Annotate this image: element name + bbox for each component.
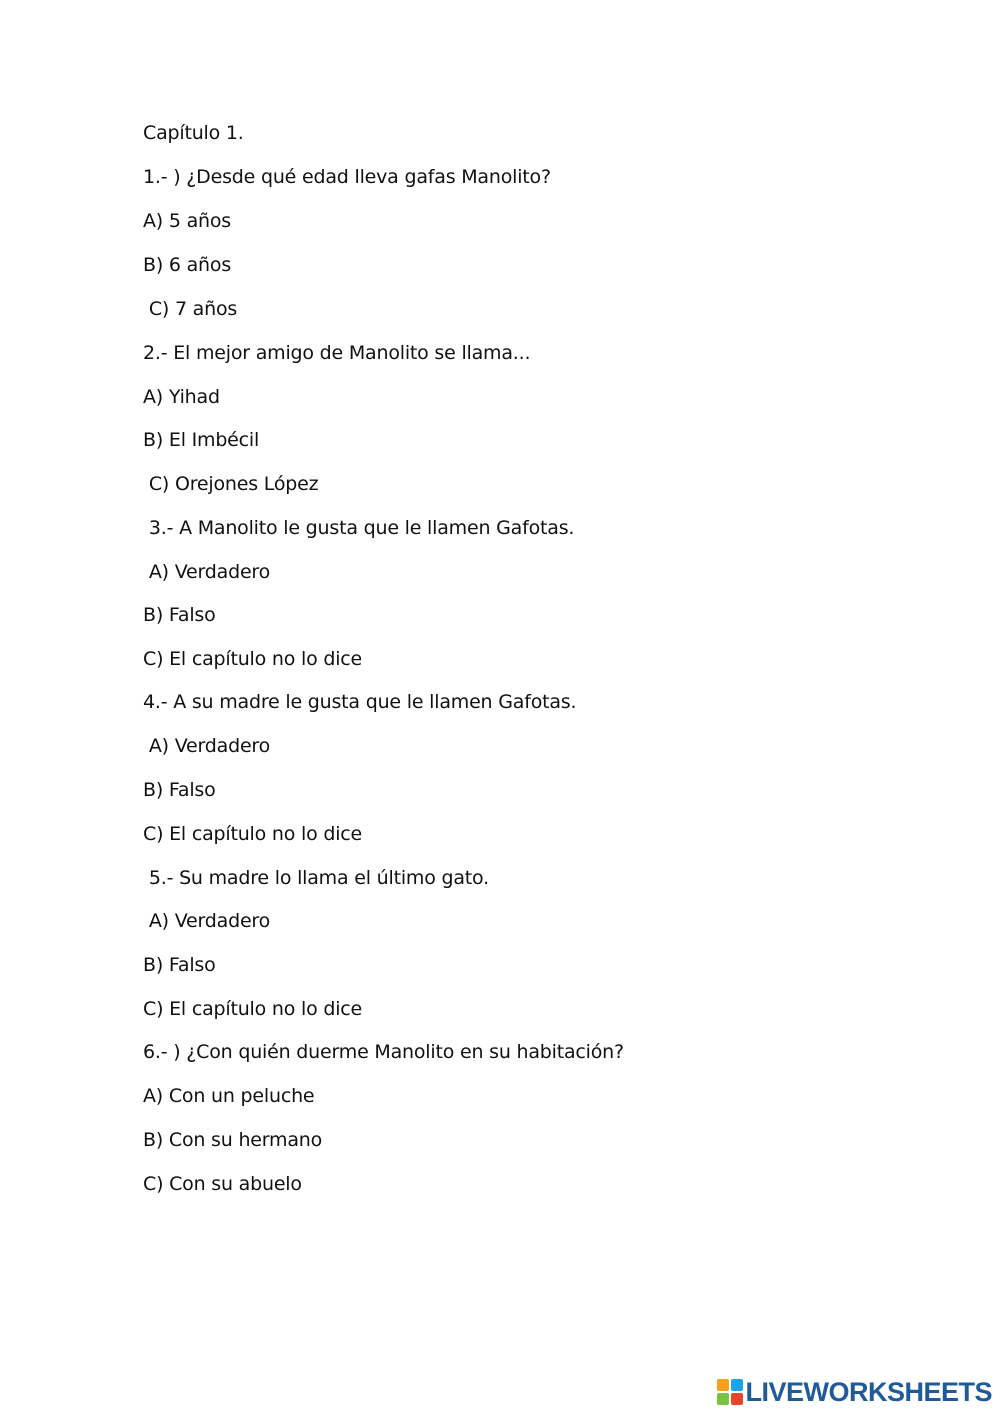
question-6-option-b: B) Con su hermano xyxy=(143,1129,323,1151)
watermark-text: LIVEWORKSHEETS xyxy=(745,1376,992,1407)
question-3-option-b: B) Falso xyxy=(143,604,216,626)
question-2-option-c: C) Orejones López xyxy=(143,473,319,495)
question-3-option-c: C) El capítulo no lo dice xyxy=(143,648,363,670)
question-3: 3.- A Manolito le gusta que le llamen Gafotas. xyxy=(143,517,575,539)
question-5-option-b: B) Falso xyxy=(143,954,216,976)
question-2: 2.- El mejor amigo de Manolito se llama... xyxy=(143,342,531,364)
chapter-title: Capítulo 1. xyxy=(143,122,244,144)
question-6: 6.- ) ¿Con quién duerme Manolito en su habitación? xyxy=(143,1041,624,1063)
question-1: 1.- ) ¿Desde qué edad lleva gafas Manolito? xyxy=(143,166,551,188)
question-5-option-c: C) El capítulo no lo dice xyxy=(143,998,363,1020)
question-1-option-a: A) 5 años xyxy=(143,210,231,232)
question-5-option-a: A) Verdadero xyxy=(143,910,271,932)
question-4-option-b: B) Falso xyxy=(143,779,216,801)
question-3-option-a: A) Verdadero xyxy=(143,561,271,583)
question-4-option-a: A) Verdadero xyxy=(143,735,271,757)
question-1-option-b: B) 6 años xyxy=(143,254,232,276)
question-4-option-c: C) El capítulo no lo dice xyxy=(143,823,363,845)
liveworksheets-watermark[interactable] xyxy=(717,1377,992,1407)
question-2-option-b: B) El Imbécil xyxy=(143,429,260,451)
question-4: 4.- A su madre le gusta que le llamen Gafotas. xyxy=(143,691,577,713)
question-6-option-a: A) Con un peluche xyxy=(143,1085,315,1107)
question-1-option-c: C) 7 años xyxy=(143,298,238,320)
question-5: 5.- Su madre lo llama el último gato. xyxy=(143,867,489,889)
question-6-option-c: C) Con su abuelo xyxy=(143,1173,302,1195)
question-2-option-a: A) Yihad xyxy=(143,386,220,408)
liveworksheets-logo-icon xyxy=(717,1379,743,1405)
